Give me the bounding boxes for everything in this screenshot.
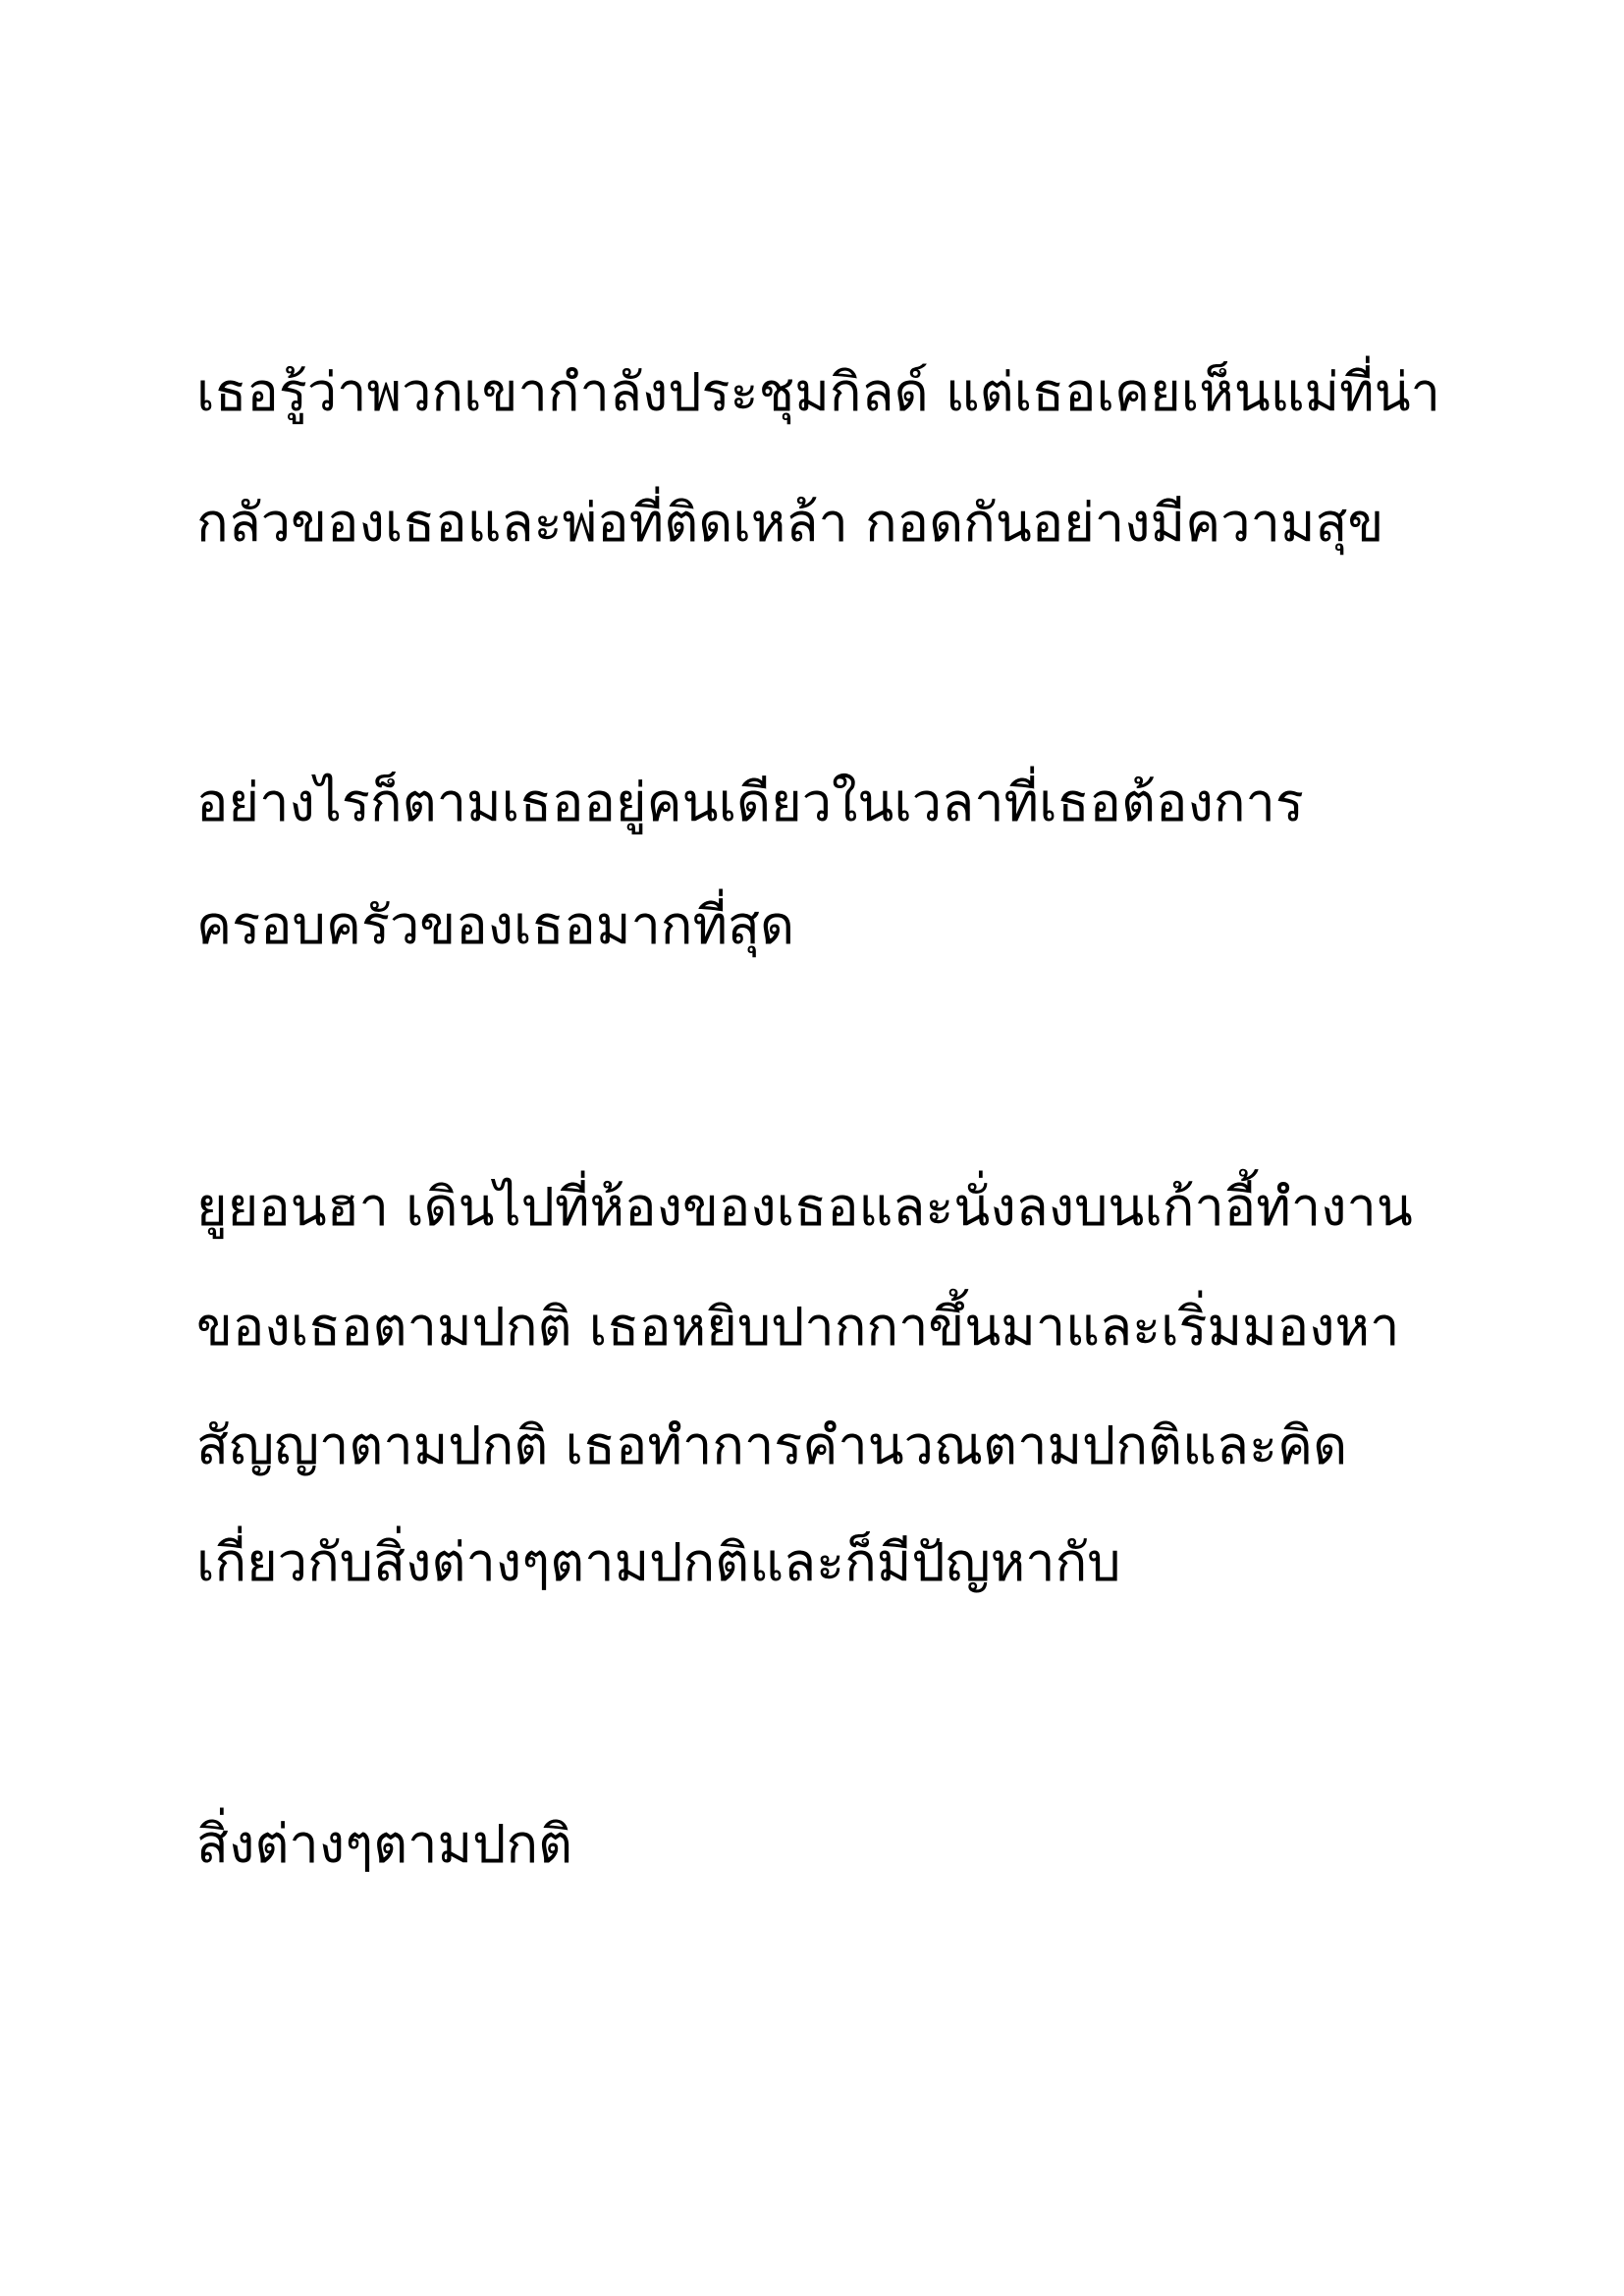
text-line: กลัวของเธอและพ่อที่ติดเหล้า กอดกันอย่างมีความสุข bbox=[196, 492, 1384, 554]
text-line: ครอบครัวของเธอมากที่สุด bbox=[196, 894, 795, 956]
text-line: ของเธอตามปกติ เธอหยิบปากกาขึ้นมาและเริ่มมองหา bbox=[196, 1296, 1400, 1358]
text-line: สัญญาตามปกติ เธอทำการคำนวณตามปกติและคิด bbox=[196, 1415, 1348, 1476]
text-line: อย่างไรก็ตามเธออยู่คนเดียวในเวลาที่เธอต้องการ bbox=[196, 772, 1304, 833]
text-line: เกี่ยวกับสิ่งต่างๆตามปกติและก็มีปัญหากับ bbox=[196, 1531, 1121, 1593]
text-line: สิ่งต่างๆตามปกติ bbox=[196, 1813, 573, 1875]
text-line: ยูยอนฮา เดินไปที่ห้องของเธอและนั่งลงบนเก้าอี้ทำงาน bbox=[196, 1176, 1413, 1238]
text-line: เธอรู้ว่าพวกเขากำลังประชุมกิลด์ แต่เธอเคยเห็นแม่ที่น่า bbox=[196, 361, 1440, 423]
